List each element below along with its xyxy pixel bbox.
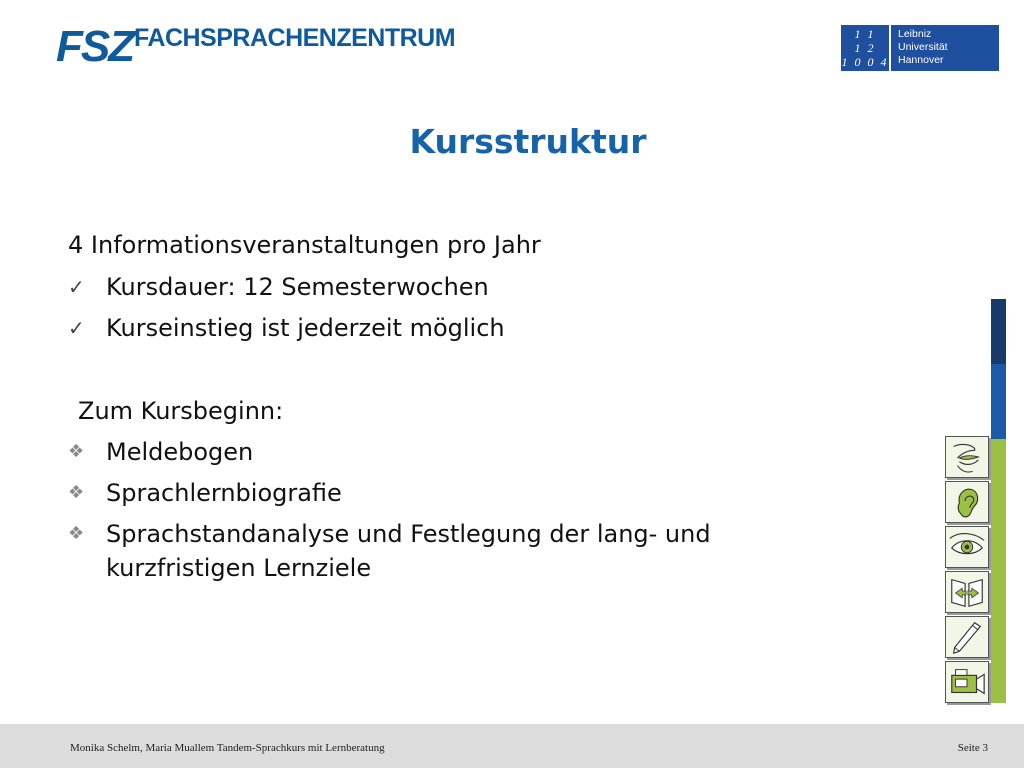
fsz-logo-mark: FSZ <box>56 22 134 71</box>
university-logo-digit-line: 1 1 <box>854 27 876 41</box>
diamond-list-item-text: Sprachstandanalyse und Festlegung der lang- und <box>106 520 711 548</box>
diamond-bullet-icon: ❖ <box>68 523 85 544</box>
ear-icon <box>945 481 989 523</box>
sidebar-bar-dark <box>991 299 1006 364</box>
university-logo-line: Universität <box>898 41 948 53</box>
sidebar-bar-green <box>991 439 1006 703</box>
book-arrows-icon <box>945 571 989 613</box>
diamond-list-item-text: Meldebogen <box>106 438 254 466</box>
footer-page-number: Seite 3 <box>957 742 988 754</box>
intro-line: 4 Informationsveranstaltungen pro Jahr <box>68 231 541 259</box>
diamond-list-item-text: kurzfristigen Lernziele <box>106 554 372 582</box>
diamond-bullet-icon: ❖ <box>68 482 85 503</box>
mouth-icon <box>945 436 989 478</box>
checkmark-icon: ✓ <box>68 275 85 299</box>
university-logo-digit-line: 1 2 <box>854 41 876 55</box>
video-camera-icon <box>945 661 989 703</box>
eye-icon <box>945 526 989 568</box>
slide-title: Kursstruktur <box>409 122 647 161</box>
university-logo-line: Leibniz <box>898 28 932 40</box>
footer-authors: Monika Schelm, Maria Muallem Tandem-Sprachkurs mit Lernberatung <box>70 742 385 754</box>
university-logo <box>841 25 999 71</box>
fsz-logo-name: FACHSPRACHENZENTRUM <box>134 24 456 52</box>
diamond-list-item-text: Sprachlernbiografie <box>106 479 342 507</box>
university-logo-line: Hannover <box>898 54 944 66</box>
university-logo-text <box>891 25 999 71</box>
checkmark-icon: ✓ <box>68 316 85 340</box>
diamond-bullet-icon: ❖ <box>68 441 85 462</box>
footer-bar <box>0 724 1024 768</box>
pencil-icon <box>945 616 989 658</box>
check-list-item-text: Kurseinstieg ist jederzeit möglich <box>106 314 505 342</box>
university-logo-digit-line: 1 0 0 4 <box>841 55 889 69</box>
section-heading: Zum Kursbeginn: <box>78 397 284 425</box>
check-list-item-text: Kursdauer: 12 Semesterwochen <box>106 273 489 301</box>
sidebar-bar-blue <box>991 364 1006 439</box>
university-logo-digits <box>841 25 889 71</box>
